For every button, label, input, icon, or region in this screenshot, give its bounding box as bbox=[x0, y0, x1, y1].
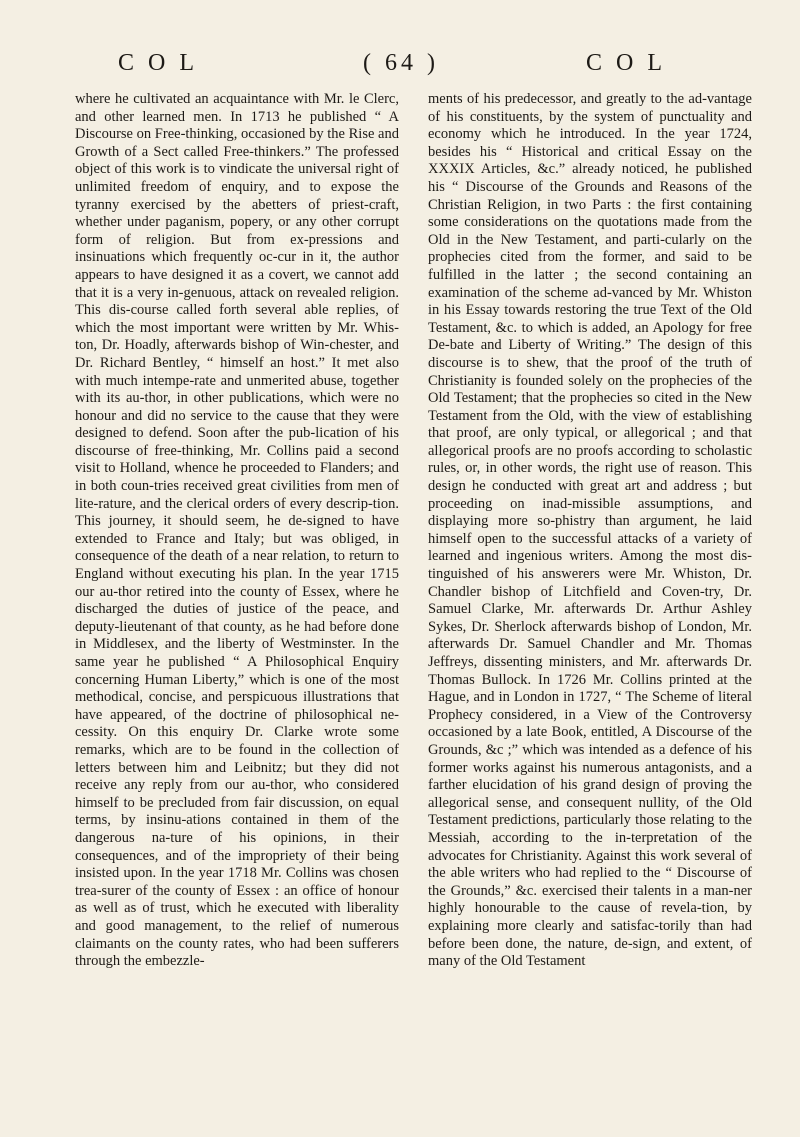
header-left-word: C O L bbox=[118, 50, 198, 76]
page-number: ( 64 ) bbox=[363, 50, 439, 76]
left-column-text: where he cultivated an acquaintance with Mr. le Clerc, and other learned men. In 1713 he published “ A Discourse on Free-thinking, occasioned by the Rise and Growth of a Sect called Free-thinkers.” The professed object of this work is to vindicate the universal right of unlimited freedom of enquiry, and to expose the tyranny exercised by the abetters of priest-craft, whether under paganism, popery, or any other corrupt form of religion. But from ex-pressions and insinuations which frequently oc-cur in it, the author appears to have designed it as a covert, we cannot add that it is a very in-genuous, attack on revealed religion. This dis-course called forth several able replies, of which the most important were written by Mr. Whis-ton, Dr. Hoadly, afterwards bishop of Win-chester, and Dr. Richard Bentley, “ himself an host.” It met also with much intempe-rate and unmerited abuse, together with its au-thor, in other publications, which were no honour and did no service to the cause that they were designed to defend. Soon after the pub-lication of his discourse of free-thinking, Mr. Collins paid a second visit to Holland, whence he proceeded to Flanders; and in both coun-tries received great civilities from men of lite-rature, and the clerical orders of every descrip-tion. This journey, it should seem, he de-signed to have extended to France and Italy; but was obliged, in consequence of the death of a near relation, to return to England without executing his plan. In the year 1715 our au-thor retired into the county of Essex, where he discharged the duties of justice of the peace, and deputy-lieutenant of that county, as he had before done in Middlesex, and the liberty of Westminster. In the same year he published “ A Philosophical Enquiry concerning Human Liberty,” which is one of the most methodical, concise, and perspicuous illustrations that have appeared, of the doctrine of philosophical ne-cessity. On this enquiry Dr. Clarke wrote some remarks, which are to be found in the collection of letters between him and Leibnitz; but they did not receive any reply from our au-thor, who considered himself to be precluded from fair discussion, on equal terms, by insinu-ations contained in them of the dangerous na-ture of his opinions, in their consequences, and of the impropriety of their being insisted upon. In the year 1718 Mr. Collins was chosen trea-surer of the county of Essex : an office of honour as well as of trust, which he executed with liberality and good management, to the relief of numerous claimants on the county rates, who had been sufferers through the embezzle- bbox=[75, 91, 399, 970]
left-column bbox=[75, 91, 399, 971]
running-header bbox=[118, 50, 718, 82]
header-right-word: C O L bbox=[586, 50, 666, 76]
right-column bbox=[428, 91, 752, 971]
right-column-text: ments of his predecessor, and greatly to the ad-vantage of his constituents, by the system of punctuality and economy which he introduced. In the year 1724, besides his “ Historical and critical Essay on the XXXIX Articles, &c.” already noticed, he published his “ Discourse of the Grounds and Reasons of the Christian Religion, in two Parts : the first containing some considerations on the quotations made from the Old in the New Testament, and parti-cularly on the prophecies cited from the former, and said to be fulfilled in the latter ; the second containing an examination of the scheme ad-vanced by Mr. Whiston in his Essay towards restoring the true Text of the Old Testament, &c. to which is added, an Apology for free De-bate and Liberty of Writing.” The design of this discourse is to shew, that the proof of the truth of Christianity is founded solely on the prophecies of the Old Testament; that the prophecies so cited in the New Testament from the Old, with the view of establishing that proof, are only typical, or allegorical ; and that allegorical proofs are no proofs according to scholastic rules, or, in other words, the right use of reason. This design he conducted with great art and address ; but proceeding on inad-missible assumptions, and displaying more so-phistry than argument, he laid himself open to the successful attacks of a variety of learned and ingenious writers. Among the most dis-tinguished of his answerers were Mr. Whiston, Dr. Chandler bishop of Litchfield and Coven-try, Dr. Samuel Clarke, Mr. afterwards Dr. Arthur Ashley Sykes, Dr. Sherlock afterwards bishop of London, Mr. afterwards Dr. Samuel Chandler and Mr. Thomas Jeffreys, dissenting ministers, and Mr. afterwards Dr. Thomas Bullock. In 1726 Mr. Collins printed at the Hague, and in London in 1727, “ The Scheme of literal Prophecy considered, in a View of the Controversy occasioned by a late Book, entitled, A Discourse of the Grounds, &c ;” which was intended as a defence of his former works against his numerous antagonists, and a farther elucidation of his grand design of proving the allegorical sense, and consequent nullity, of the Old Testament predictions, particularly those relating to the Messiah, according to the in-terpretation of the advocates for Christianity. Against this work several of the able writers who had replied to the “ Discourse of the Grounds,” &c. exercised their talents in a man-ner highly honourable to the cause of revela-tion, by explaining more clearly and satisfac-torily than had before been done, the nature, de-sign, and extent, of many of the Old Testament bbox=[428, 91, 752, 970]
